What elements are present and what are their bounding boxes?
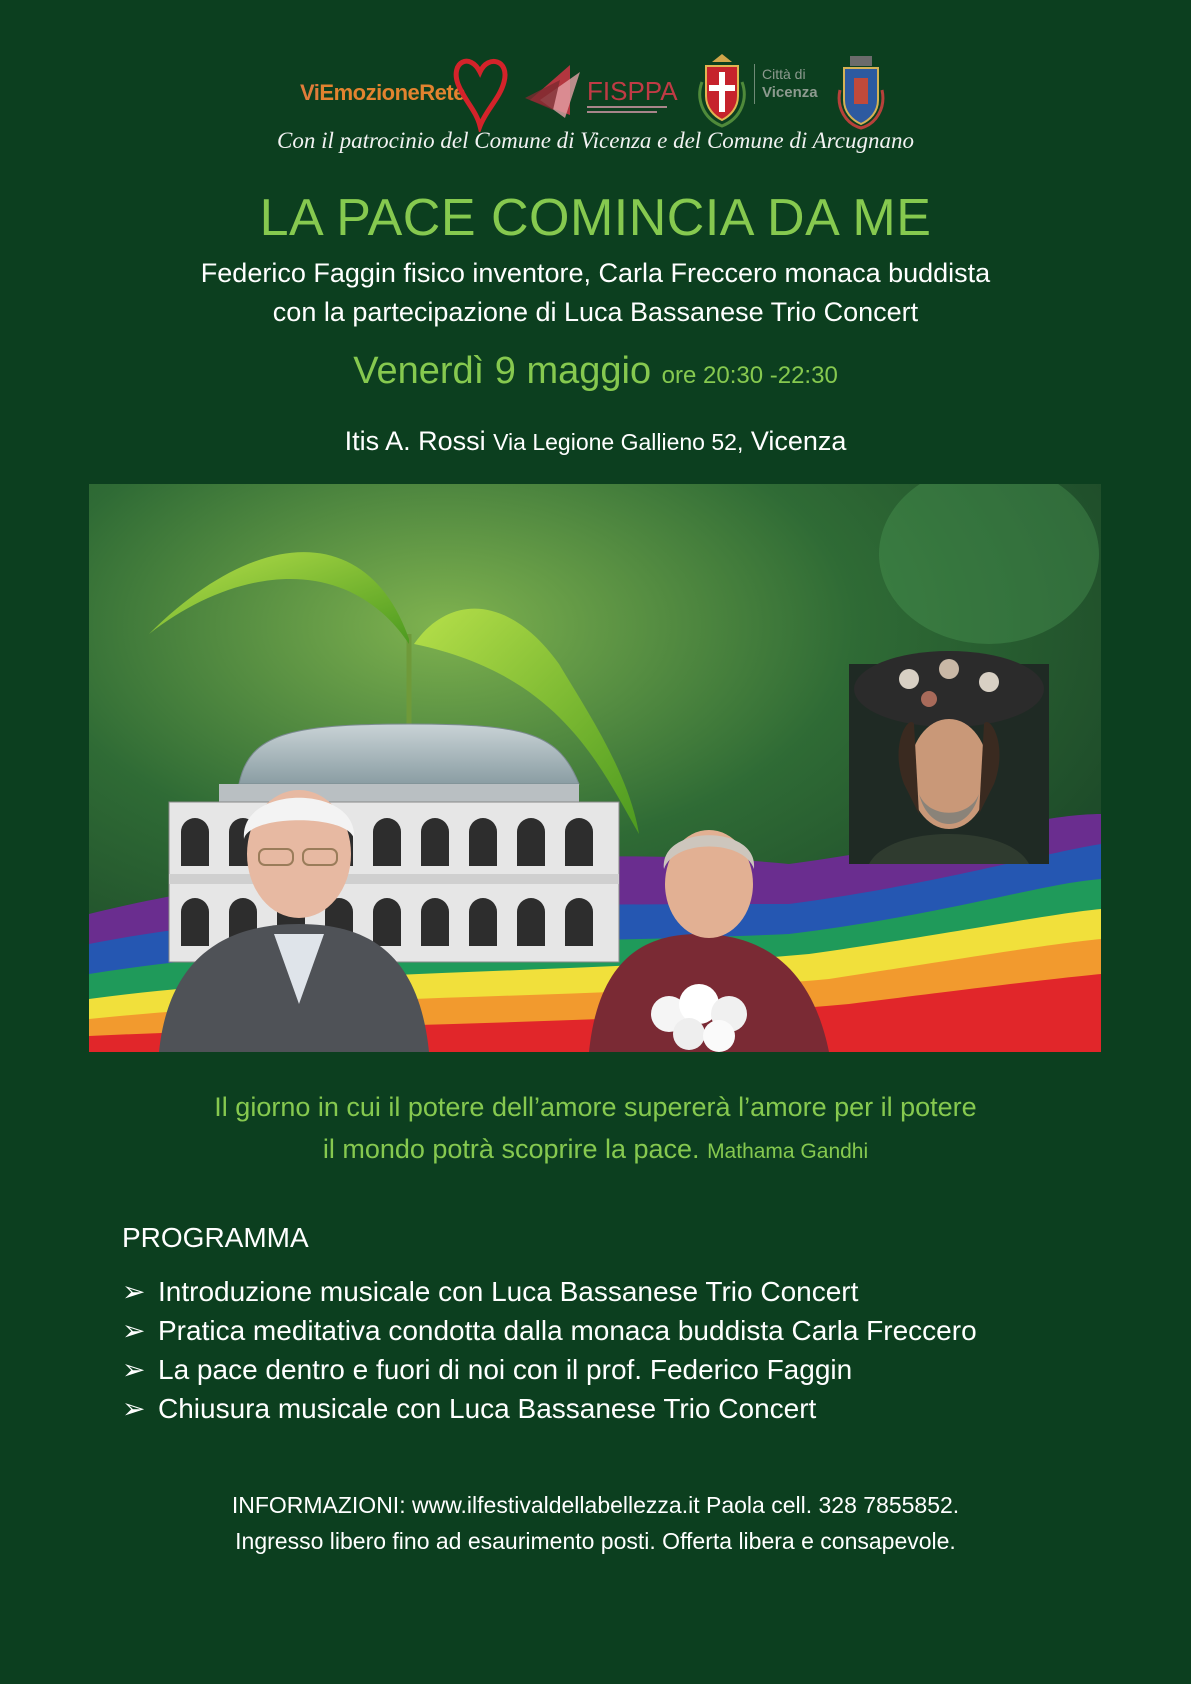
logo-bar [0, 22, 1191, 112]
venue-address: Via Legione Gallieno 52, [493, 429, 744, 455]
citta-di-vicenza-logo [694, 52, 834, 132]
event-time: ore 20:30 -22:30 [661, 362, 838, 389]
quote-line-1: Il giorno in cui il potere dell’amore supererà l’amore per il potere [214, 1092, 977, 1122]
arrow-bullet-icon: ➢ [122, 1354, 146, 1385]
vicenza-logo-line2: Vicenza [762, 84, 818, 101]
fisppa-triangle-icon [525, 60, 585, 120]
crest-icon [836, 54, 886, 130]
program-item [122, 1389, 977, 1428]
patronage-text: Con il patrocinio del Comune di Vicenza e del Comune di Arcugnano [277, 128, 914, 153]
viemozionerete-logo-part1: Vi [300, 80, 320, 105]
subtitle-line-2: con la partecipazione di Luca Bassanese Trio Concert [272, 297, 919, 327]
info-line-1: INFORMAZIONI: www.ilfestivaldellabellezza.it Paola cell. 328 7855852. [231, 1492, 960, 1518]
info-line-2: Ingresso libero fino ad esaurimento posti. Offerta libera e consapevole. [235, 1528, 956, 1554]
program-list [122, 1272, 977, 1428]
program-item-text: Pratica meditativa condotta dalla monaca buddista Carla Freccero [158, 1315, 977, 1346]
vicenza-shield-icon [694, 52, 750, 132]
program-item [122, 1272, 977, 1311]
event-title: LA PACE COMINCIA DA ME [259, 189, 932, 247]
program-item-text: Chiusura musicale con Luca Bassanese Trio Concert [158, 1393, 817, 1424]
event-venue [0, 426, 1191, 457]
program-title: PROGRAMMA [122, 1222, 309, 1253]
arrow-bullet-icon: ➢ [122, 1276, 146, 1307]
subtitle-line-1: Federico Faggin fisico inventore, Carla Freccero monaca buddista [200, 258, 991, 288]
luca-bassanese-photo [849, 651, 1049, 864]
event-date [0, 350, 1191, 393]
fisppa-logo-subtext [587, 106, 677, 113]
event-day: Venerdì 9 maggio [353, 350, 652, 392]
arrow-bullet-icon: ➢ [122, 1393, 146, 1424]
fisppa-logo [525, 60, 678, 120]
program-item-text: Introduzione musicale con Luca Bassanese Trio Concert [158, 1276, 859, 1307]
quote-author: Mathama Gandhi [707, 1140, 869, 1163]
fisppa-logo-name: FISPPA [587, 76, 678, 106]
heart-icon [450, 52, 510, 132]
arcugnano-crest [836, 54, 886, 130]
quote-line-2-text: il mondo potrà scoprire la pace. [322, 1134, 700, 1164]
viemozionerete-logo-part2: EmozioneRete [319, 80, 465, 105]
quote-line-2 [0, 1134, 1191, 1165]
venue-city: Vicenza [750, 426, 847, 456]
program-item-text: La pace dentro e fuori di noi con il prof. Federico Faggin [158, 1354, 853, 1385]
arrow-bullet-icon: ➢ [122, 1315, 146, 1346]
vicenza-logo-line1: Città di [762, 66, 806, 82]
program-item [122, 1311, 977, 1350]
program-item [122, 1350, 977, 1389]
hero-image [89, 484, 1101, 1052]
venue-place: Itis A. Rossi [344, 426, 486, 456]
